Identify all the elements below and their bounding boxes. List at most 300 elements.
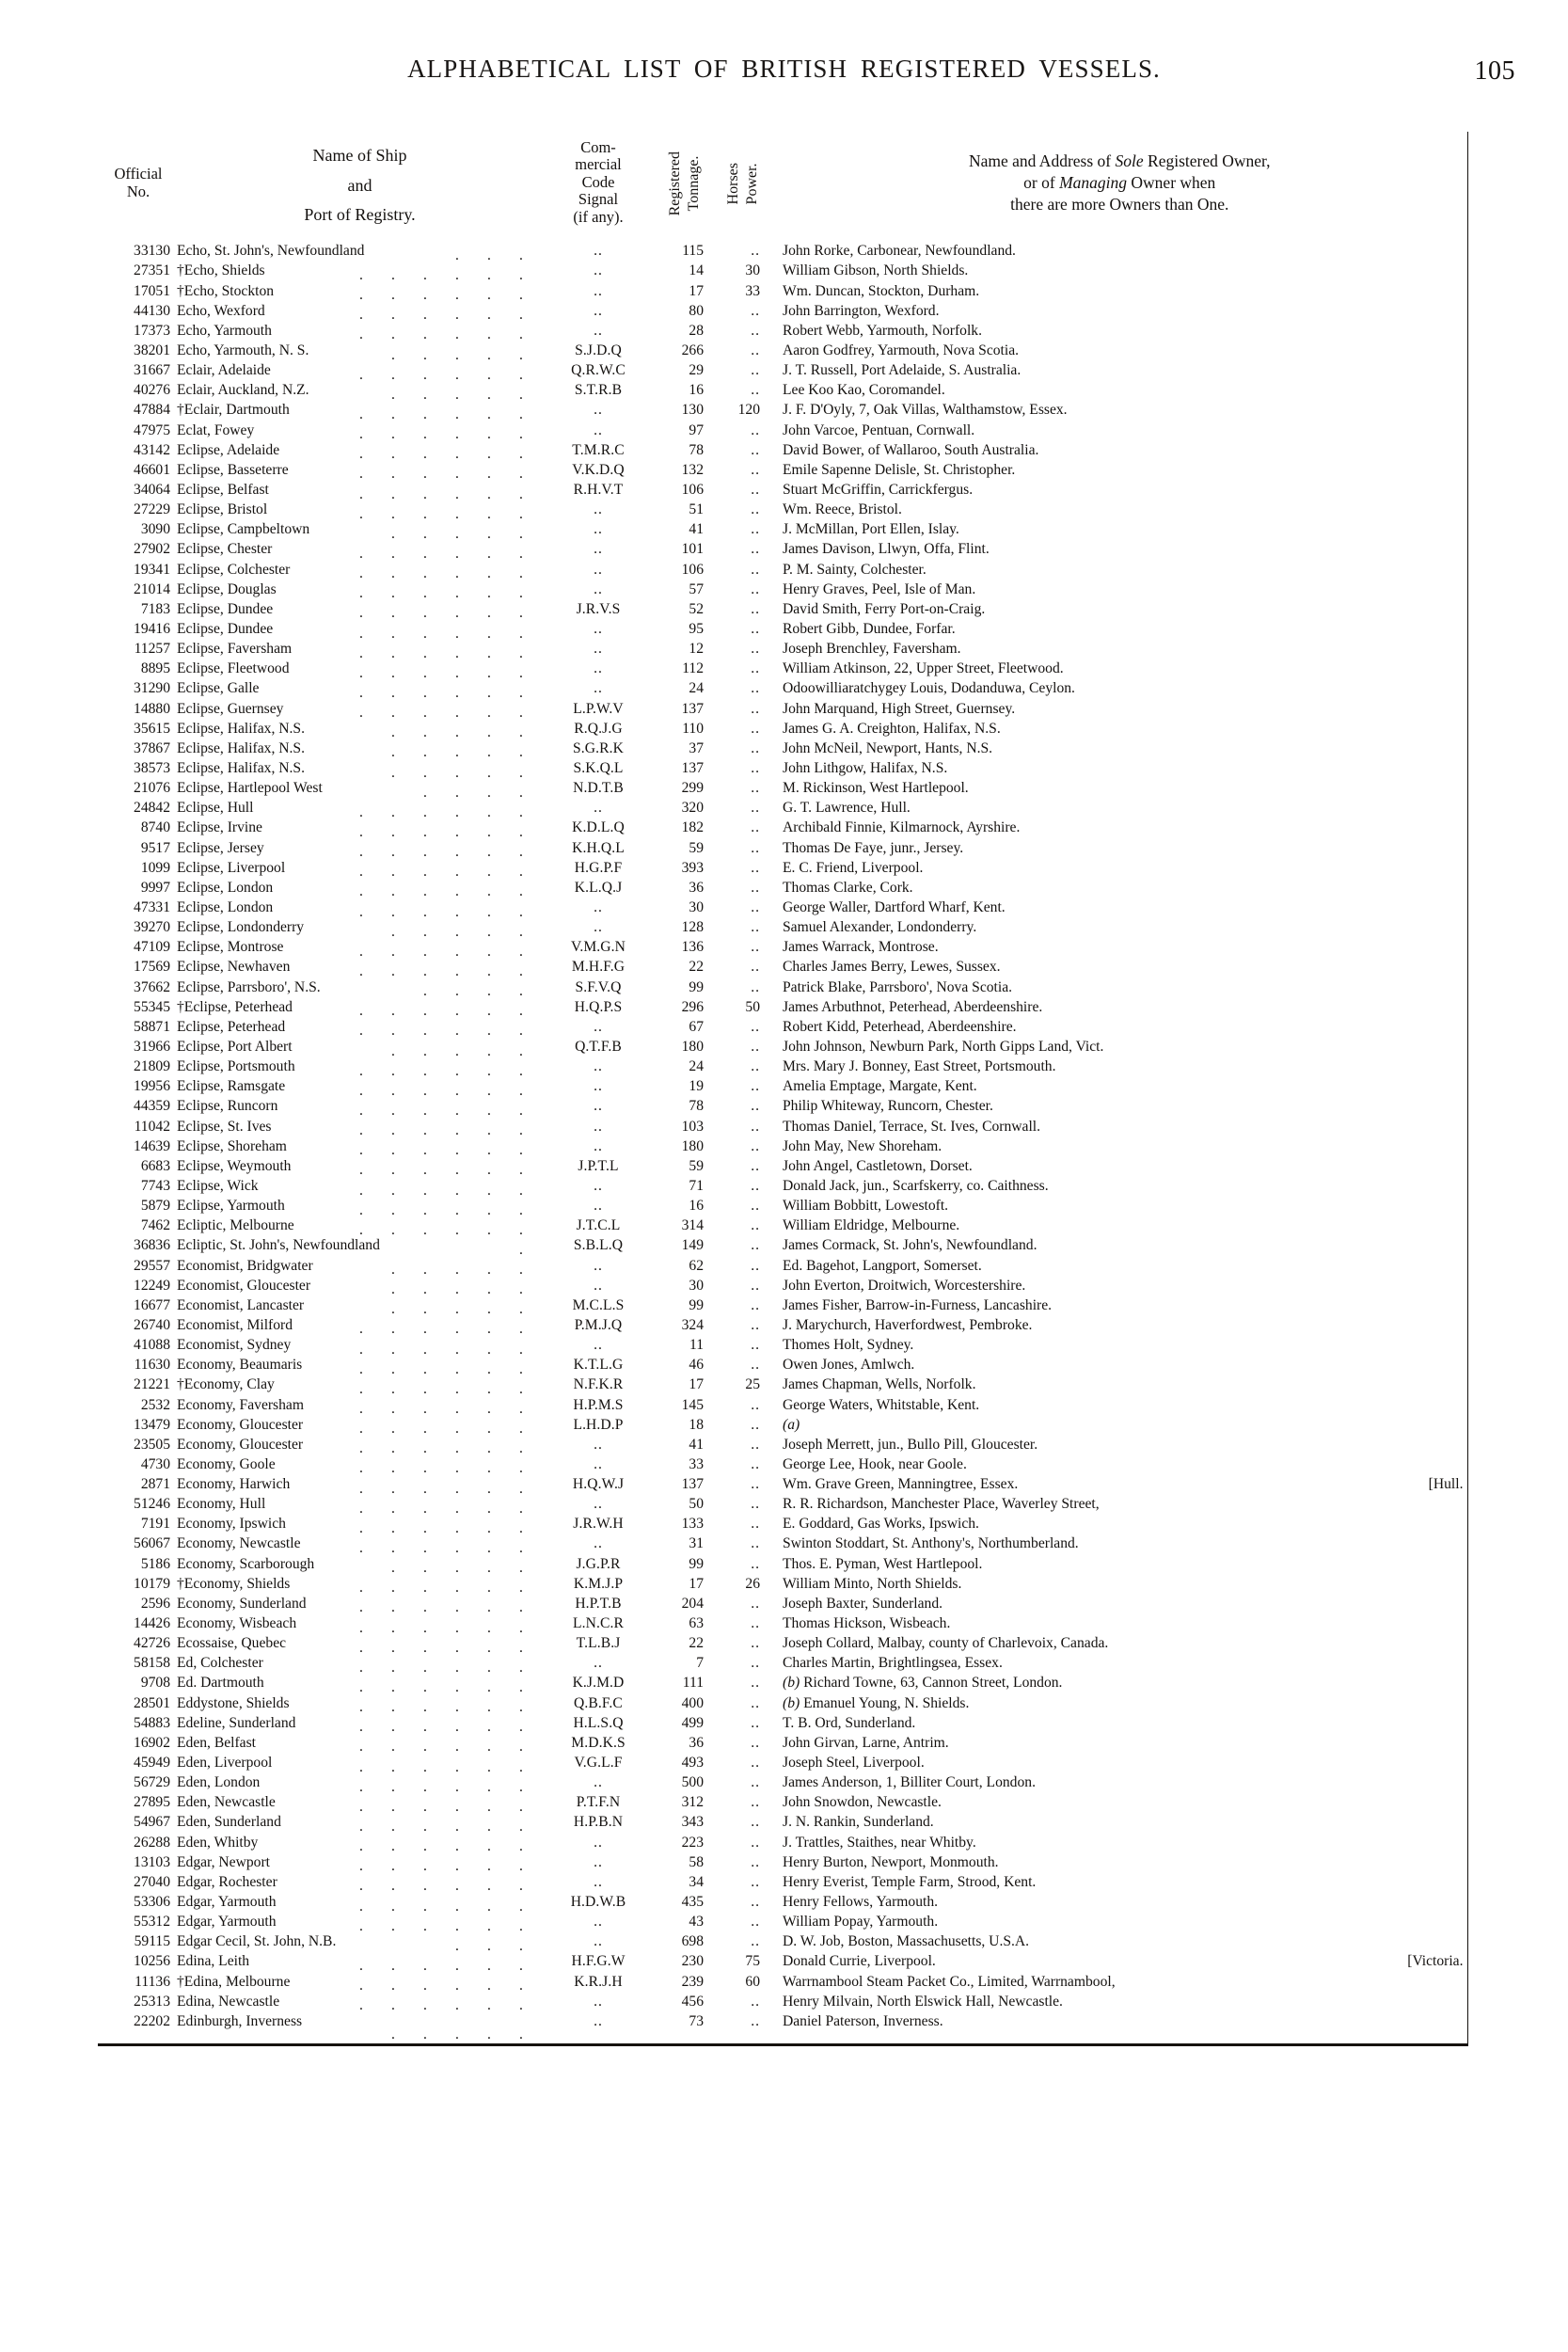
cell-official-no: 27902	[134, 541, 170, 558]
cell-owner	[772, 423, 1467, 443]
cell-registered-tonnage: 16	[689, 1198, 704, 1215]
table-row	[98, 1120, 1467, 1139]
cell-ship-name	[179, 960, 541, 979]
owner-text: R. R. Richardson, Manchester Place, Waverley Street,	[783, 1496, 1100, 1513]
cell-registered-tonnage: 266	[681, 342, 704, 359]
leader-dots: . . .	[455, 1937, 523, 1954]
ship-name-text: Eclipse, Campbeltown	[177, 521, 310, 538]
cell-registered-tonnage: 37	[689, 739, 704, 756]
cell-official-no: 56729	[134, 1774, 170, 1791]
cell-ship-name	[179, 1557, 541, 1577]
cell-horses-power: ..	[751, 1774, 760, 1791]
cell-official-no: 53306	[134, 1894, 170, 1911]
table-row	[98, 960, 1467, 979]
cell-horses-power: ..	[751, 1198, 760, 1215]
cell-registered-tonnage: 43	[689, 1914, 704, 1931]
cell-official-no: 23505	[134, 1436, 170, 1453]
table-row	[98, 1199, 1467, 1218]
cell-horses-power: ..	[751, 1018, 760, 1035]
owner-text: Odoowilliaratchygey Louis, Dodanduwa, Ceylon.	[783, 680, 1075, 697]
cell-owner	[772, 463, 1467, 483]
ship-name-text: Edgar, Newport	[177, 1853, 270, 1870]
owner-text: John May, New Shoreham.	[783, 1137, 942, 1154]
cell-ship-name	[179, 1259, 541, 1279]
owner-text: J. McMillan, Port Ellen, Islay.	[783, 521, 959, 538]
table-row	[98, 1000, 1467, 1020]
cell-official-no: 41088	[134, 1337, 170, 1354]
cell-horses-power: ..	[751, 1416, 760, 1433]
table-row	[98, 722, 1467, 741]
ship-name-text: Economy, Shields	[183, 1575, 291, 1592]
ship-name-text: Economist, Bridgwater	[177, 1257, 313, 1274]
ship-name-text: Edina, Newcastle	[177, 1993, 280, 2010]
table-row	[98, 1815, 1467, 1835]
cell-owner	[772, 1815, 1467, 1835]
leader-dots: . . . . . .	[359, 1739, 523, 1756]
cell-official-no: 36836	[134, 1237, 170, 1254]
table-row	[98, 702, 1467, 722]
cell-code-signal: ..	[594, 1257, 603, 1274]
ship-name-text: Eclipse, Faversham	[177, 641, 293, 658]
cell-registered-tonnage: 180	[681, 1038, 704, 1055]
cell-owner	[772, 563, 1467, 582]
owner-text: William Gibson, North Shields.	[783, 262, 969, 279]
cell-ship-name	[179, 681, 541, 701]
cell-official-no: 1099	[140, 859, 170, 876]
cell-registered-tonnage: 36	[689, 879, 704, 896]
owner-text: John Lithgow, Halifax, N.S.	[783, 760, 948, 776]
cell-registered-tonnage: 435	[681, 1894, 704, 1911]
owner-text: Joseph Brenchley, Faversham.	[783, 641, 961, 658]
ship-name-text: Eclipse, Dundee	[177, 600, 274, 617]
cell-code-signal: M.D.K.S	[571, 1734, 626, 1751]
cell-owner	[772, 1377, 1467, 1397]
cell-registered-tonnage: 324	[681, 1316, 704, 1333]
cell-horses-power: ..	[751, 1675, 760, 1692]
table-row	[98, 1775, 1467, 1795]
cell-ship-name	[179, 542, 541, 562]
ship-name-text: Ed. Dartmouth	[177, 1675, 264, 1692]
leader-dots: . . . . . .	[359, 505, 523, 522]
owner-text: Robert Gibb, Dundee, Forfar.	[783, 621, 956, 638]
cell-official-no: 13103	[134, 1853, 170, 1870]
table-row	[98, 563, 1467, 582]
cell-code-signal: ..	[594, 1496, 603, 1513]
cell-official-no: 9997	[140, 879, 170, 896]
table-row	[98, 1040, 1467, 1059]
table-row	[98, 383, 1467, 403]
owner-text: John Rorke, Carbonear, Newfoundland.	[783, 243, 1016, 260]
ship-name-text: Eclipse, Portsmouth	[177, 1058, 295, 1075]
ship-name-text: Economy, Hull	[177, 1496, 266, 1513]
table-row	[98, 1238, 1467, 1258]
owner-text: John Barrington, Wexford.	[783, 302, 940, 319]
table-row	[98, 304, 1467, 324]
ship-name-text: Economy, Faversham	[177, 1396, 304, 1413]
cell-owner	[772, 602, 1467, 622]
cell-code-signal: V.K.D.Q	[572, 461, 625, 478]
cell-official-no: 11136	[135, 1973, 170, 1990]
leader-dots: . . . . . .	[359, 1421, 523, 1438]
leader-dots: . . . . . .	[359, 1360, 523, 1377]
table-row	[98, 1795, 1467, 1815]
cell-horses-power: ..	[751, 482, 760, 499]
leader-dots: . . . . . .	[359, 1957, 523, 1974]
cell-code-signal: ..	[594, 580, 603, 597]
cell-owner	[772, 741, 1467, 761]
ship-name-text: Eclipse, Hartlepool West	[177, 780, 323, 797]
cell-registered-tonnage: 230	[681, 1953, 704, 1970]
cell-registered-tonnage: 34	[689, 1873, 704, 1890]
ship-name-text: Economy, Ipswich	[177, 1516, 286, 1533]
owner-header-line-1: Name and Address of Sole Registered Owner,	[968, 151, 1271, 171]
cell-horses-power: ..	[751, 1436, 760, 1453]
cell-registered-tonnage: 17	[689, 282, 704, 299]
cell-code-signal: Q.R.W.C	[571, 362, 626, 379]
table-row	[98, 1875, 1467, 1895]
leader-dots: . . . . . .	[359, 1540, 523, 1557]
cell-registered-tonnage: 103	[681, 1118, 704, 1135]
ship-name-text: Economist, Milford	[177, 1316, 293, 1333]
cell-owner	[772, 1199, 1467, 1218]
leader-dots: . . . . . .	[359, 406, 523, 423]
cell-ship-name	[179, 1497, 541, 1517]
leader-dots: . . . . . .	[359, 803, 523, 820]
cell-owner	[772, 1179, 1467, 1199]
cell-ship-name	[179, 881, 541, 900]
cell-code-signal: ..	[594, 680, 603, 697]
leader-dots: . . . . . .	[359, 1659, 523, 1676]
cell-ship-name	[179, 563, 541, 582]
table-row	[98, 881, 1467, 900]
cell-official-no: 58158	[134, 1655, 170, 1672]
cell-ship-name	[179, 343, 541, 363]
cell-official-no: 59115	[134, 1933, 170, 1950]
cell-owner	[772, 900, 1467, 920]
cell-code-signal: ..	[594, 1118, 603, 1135]
cell-horses-power: ..	[751, 342, 760, 359]
cell-official-no: 19416	[134, 621, 170, 638]
ship-name-text: Ed, Colchester	[177, 1655, 263, 1672]
leader-dots: . . . . .	[391, 525, 523, 542]
owner-text: David Smith, Ferry Port-on-Craig.	[783, 600, 986, 617]
cell-official-no: 16677	[134, 1296, 170, 1313]
cell-owner	[772, 1418, 1467, 1438]
cell-owner	[772, 622, 1467, 642]
cell-owner	[772, 801, 1467, 820]
table-row	[98, 343, 1467, 363]
cell-registered-tonnage: 51	[689, 501, 704, 518]
owner-text: Lee Koo Kao, Coromandel.	[783, 382, 945, 399]
cell-horses-power: ..	[751, 680, 760, 697]
cell-ship-name	[179, 423, 541, 443]
cell-registered-tonnage: 182	[681, 819, 704, 836]
ship-name-text: Eclipse, Bristol	[177, 501, 268, 518]
cell-official-no: 51246	[134, 1496, 170, 1513]
cell-code-signal: ..	[594, 541, 603, 558]
cell-owner	[772, 841, 1467, 861]
leader-dots: . . . . . .	[359, 1599, 523, 1616]
cell-code-signal: ..	[594, 1177, 603, 1194]
table-row	[98, 582, 1467, 602]
cell-registered-tonnage: 12	[689, 641, 704, 658]
table-row	[98, 920, 1467, 940]
cell-code-signal: ..	[594, 1834, 603, 1851]
cell-registered-tonnage: 204	[681, 1595, 704, 1612]
cell-ship-name	[179, 1120, 541, 1139]
cell-code-signal: H.F.G.W	[571, 1953, 626, 1970]
cell-official-no: 21076	[134, 780, 170, 797]
cell-official-no: 26288	[134, 1834, 170, 1851]
table-row	[98, 820, 1467, 840]
table-row	[98, 1656, 1467, 1676]
official-no-line-1: Official	[114, 164, 163, 183]
owner-text: Wm. Grave Green, Manningtree, Essex.	[783, 1476, 1019, 1493]
cell-code-signal: K.D.L.Q	[572, 819, 625, 836]
cell-horses-power: ..	[751, 2012, 760, 2029]
cell-ship-name	[179, 324, 541, 343]
cell-owner	[772, 1477, 1467, 1497]
cell-horses-power: ..	[751, 243, 760, 260]
cell-owner	[772, 1298, 1467, 1318]
cell-ship-name	[179, 761, 541, 781]
leader-dots: . . . . . .	[359, 823, 523, 840]
cell-owner	[772, 781, 1467, 801]
cell-code-signal: ..	[594, 919, 603, 936]
cell-code-signal: T.L.B.J	[576, 1635, 621, 1652]
cell-owner	[772, 284, 1467, 304]
owner-text: Robert Kidd, Peterhead, Aberdeenshire.	[783, 1018, 1017, 1035]
cell-code-signal: R.H.V.T	[573, 482, 624, 499]
cell-registered-tonnage: 111	[682, 1675, 704, 1692]
leader-dots: . . . . . .	[359, 1321, 523, 1338]
col-header-code-signal	[541, 132, 656, 235]
leader-dots: . . . . . .	[359, 1102, 523, 1119]
cell-code-signal: K.L.Q.J	[574, 879, 623, 896]
cell-registered-tonnage: 314	[681, 1217, 704, 1234]
leader-dots: . . . . . .	[359, 1142, 523, 1159]
cell-registered-tonnage: 52	[689, 600, 704, 617]
cell-official-no: 17569	[134, 959, 170, 976]
table-row	[98, 1597, 1467, 1616]
leader-dots: . . . . .	[391, 1281, 523, 1298]
table-row	[98, 1934, 1467, 1954]
leader-dots: . . . . . .	[359, 1917, 523, 1934]
cell-owner	[772, 383, 1467, 403]
cell-ship-name	[179, 1716, 541, 1736]
cell-owner	[772, 483, 1467, 502]
owner-text: John McNeil, Newport, Hants, N.S.	[783, 739, 993, 756]
leader-dots: . . . . . .	[359, 1819, 523, 1835]
table-row	[98, 661, 1467, 681]
cell-ship-name	[179, 1676, 541, 1695]
cell-horses-power: ..	[751, 580, 760, 597]
table-row	[98, 235, 1467, 263]
cell-code-signal: ..	[594, 1137, 603, 1154]
dagger-icon: †	[177, 1575, 184, 1592]
owner-text: Swinton Stoddart, St. Anthony's, Northumberland.	[783, 1535, 1079, 1552]
running-head	[0, 55, 1568, 92]
ship-name-text: Eclipse, Weymouth	[177, 1157, 292, 1174]
cell-horses-power: ..	[751, 1655, 760, 1672]
owner-text: D. W. Job, Boston, Massachusetts, U.S.A.	[783, 1933, 1030, 1950]
cell-official-no: 54967	[134, 1814, 170, 1831]
ship-name-text: Economist, Sydney	[177, 1337, 292, 1354]
cell-ship-name	[179, 861, 541, 881]
owner-text: George Waters, Whitstable, Kent.	[783, 1396, 980, 1413]
table-row	[98, 681, 1467, 701]
cell-owner	[772, 304, 1467, 324]
cell-official-no: 40276	[134, 382, 170, 399]
leader-dots: . . . . . .	[359, 307, 523, 324]
table-row	[98, 1636, 1467, 1656]
table-row	[98, 1536, 1467, 1556]
ship-name-text: Economy, Clay	[183, 1376, 275, 1393]
cell-official-no: 2871	[140, 1476, 170, 1493]
cell-ship-name	[179, 980, 541, 1000]
ship-name-text: Edgar, Yarmouth	[177, 1914, 277, 1931]
leader-dots: . . . . . .	[359, 1182, 523, 1199]
leader-dots: . . . . . .	[359, 625, 523, 642]
cell-code-signal: ..	[594, 1774, 603, 1791]
leader-dots: . . . .	[423, 983, 523, 1000]
ship-name-text: Eclipse, Galle	[177, 680, 260, 697]
table-row	[98, 801, 1467, 820]
table-row	[98, 622, 1467, 642]
cell-owner	[772, 1934, 1467, 1954]
cell-official-no: 4730	[140, 1455, 170, 1472]
cell-code-signal: H.P.B.N	[573, 1814, 624, 1831]
leader-dots: . . . . . .	[359, 1062, 523, 1079]
leader-dots: . . . .	[423, 784, 523, 801]
owner-text: James Anderson, 1, Billiter Court, London.	[783, 1774, 1036, 1791]
cell-official-no: 22202	[134, 2012, 170, 2029]
cell-horses-power: ..	[751, 600, 760, 617]
table-row	[98, 1477, 1467, 1497]
vessels-table-container	[98, 132, 1467, 2046]
cell-owner	[772, 542, 1467, 562]
table-row	[98, 443, 1467, 463]
cell-code-signal: ..	[594, 322, 603, 339]
cell-ship-name	[179, 1218, 541, 1238]
cell-ship-name	[179, 920, 541, 940]
leader-dots: . . . . . .	[359, 903, 523, 920]
leader-dots: . . . . . .	[359, 1401, 523, 1418]
cell-official-no: 47331	[134, 898, 170, 915]
cell-code-signal: K.J.M.D	[572, 1675, 625, 1692]
cell-horses-power: ..	[751, 1714, 760, 1731]
cell-horses-power: ..	[751, 1078, 760, 1095]
cell-horses-power: ..	[751, 1933, 760, 1950]
cell-horses-power: ..	[751, 621, 760, 638]
cell-official-no: 19956	[134, 1078, 170, 1095]
cell-registered-tonnage: 22	[689, 1635, 704, 1652]
cell-horses-power: ..	[751, 521, 760, 538]
cell-code-signal: H.Q.W.J	[572, 1476, 625, 1493]
table-row	[98, 263, 1467, 283]
ship-name-text: Edgar Cecil, St. John, N.B.	[177, 1933, 337, 1950]
cell-registered-tonnage: 343	[681, 1814, 704, 1831]
cell-official-no: 45949	[134, 1755, 170, 1772]
ship-name-text: Economy, Gloucester	[177, 1416, 304, 1433]
table-row	[98, 1438, 1467, 1457]
cell-code-signal: H.Q.P.S	[574, 998, 623, 1015]
leader-dots: . . . . . .	[359, 1580, 523, 1597]
cell-official-no: 29557	[134, 1257, 170, 1274]
cell-ship-name	[179, 582, 541, 602]
cell-owner	[772, 502, 1467, 522]
cell-code-signal: L.H.D.P	[573, 1416, 624, 1433]
owner-text: J. Trattles, Staithes, near Whitby.	[783, 1834, 976, 1851]
cell-ship-name	[179, 1994, 541, 2014]
table-row	[98, 1279, 1467, 1298]
leader-dots: . . . . . .	[359, 1122, 523, 1139]
cell-owner	[772, 722, 1467, 741]
ship-name-text: Eden, London	[177, 1774, 261, 1791]
cell-ship-name	[179, 622, 541, 642]
leader-dots: . . . . .	[391, 724, 523, 741]
ship-name-text: Eclair, Dartmouth	[183, 402, 290, 419]
cell-code-signal: J.G.P.R	[576, 1555, 621, 1572]
cell-horses-power: ..	[751, 501, 760, 518]
ship-name-text: Economy, Newcastle	[177, 1535, 301, 1552]
cell-official-no: 43142	[134, 441, 170, 458]
cell-owner	[772, 1059, 1467, 1079]
table-row	[98, 781, 1467, 801]
cell-official-no: 8895	[140, 660, 170, 677]
owner-text: Henry Milvain, North Elswick Hall, Newcastle.	[783, 1993, 1063, 2010]
cell-owner	[772, 960, 1467, 979]
leader-dots: . . . . . .	[359, 1201, 523, 1218]
leader-dots: . . . . . .	[359, 565, 523, 582]
cell-code-signal: T.M.R.C	[572, 441, 625, 458]
table-row	[98, 1497, 1467, 1517]
cell-owner	[772, 642, 1467, 661]
owner-text: Charles James Berry, Lewes, Sussex.	[783, 959, 1001, 976]
table-row	[98, 463, 1467, 483]
leader-dots: . . . . . .	[359, 1679, 523, 1696]
cell-code-signal: ..	[594, 1078, 603, 1095]
cell-horses-power: ..	[751, 1396, 760, 1413]
cell-ship-name	[179, 1040, 541, 1059]
leader-dots: . . . . . .	[359, 1858, 523, 1875]
cell-code-signal: ..	[594, 1198, 603, 1215]
leader-dots: . . . . . .	[359, 1639, 523, 1656]
cell-horses-power: ..	[751, 1755, 760, 1772]
cell-owner	[772, 1875, 1467, 1895]
cell-ship-name	[179, 900, 541, 920]
cell-registered-tonnage: 99	[689, 1555, 704, 1572]
cell-code-signal: S.F.V.Q	[575, 978, 622, 995]
cell-registered-tonnage: 239	[681, 1973, 704, 1990]
cell-horses-power: 120	[737, 402, 760, 419]
cell-registered-tonnage: 106	[681, 482, 704, 499]
cell-owner	[772, 1457, 1467, 1477]
cell-ship-name	[179, 1954, 541, 1974]
leader-dots: . . . . . .	[359, 326, 523, 343]
table-row	[98, 1895, 1467, 1915]
owner-text: John Girvan, Larne, Antrim.	[783, 1734, 949, 1751]
power-rotated-label	[724, 157, 762, 210]
ship-name-text: Eclipse, Yarmouth	[177, 1198, 285, 1215]
cell-official-no: 28501	[134, 1694, 170, 1711]
cell-code-signal: L.N.C.R	[573, 1615, 624, 1632]
cell-ship-name	[179, 304, 541, 324]
table-row	[98, 1616, 1467, 1636]
leader-dots: . . . . . .	[359, 426, 523, 443]
owner-text: James Fisher, Barrow-in-Furness, Lancashire.	[783, 1296, 1053, 1313]
ship-name-line-3: Port of Registry.	[304, 204, 416, 224]
